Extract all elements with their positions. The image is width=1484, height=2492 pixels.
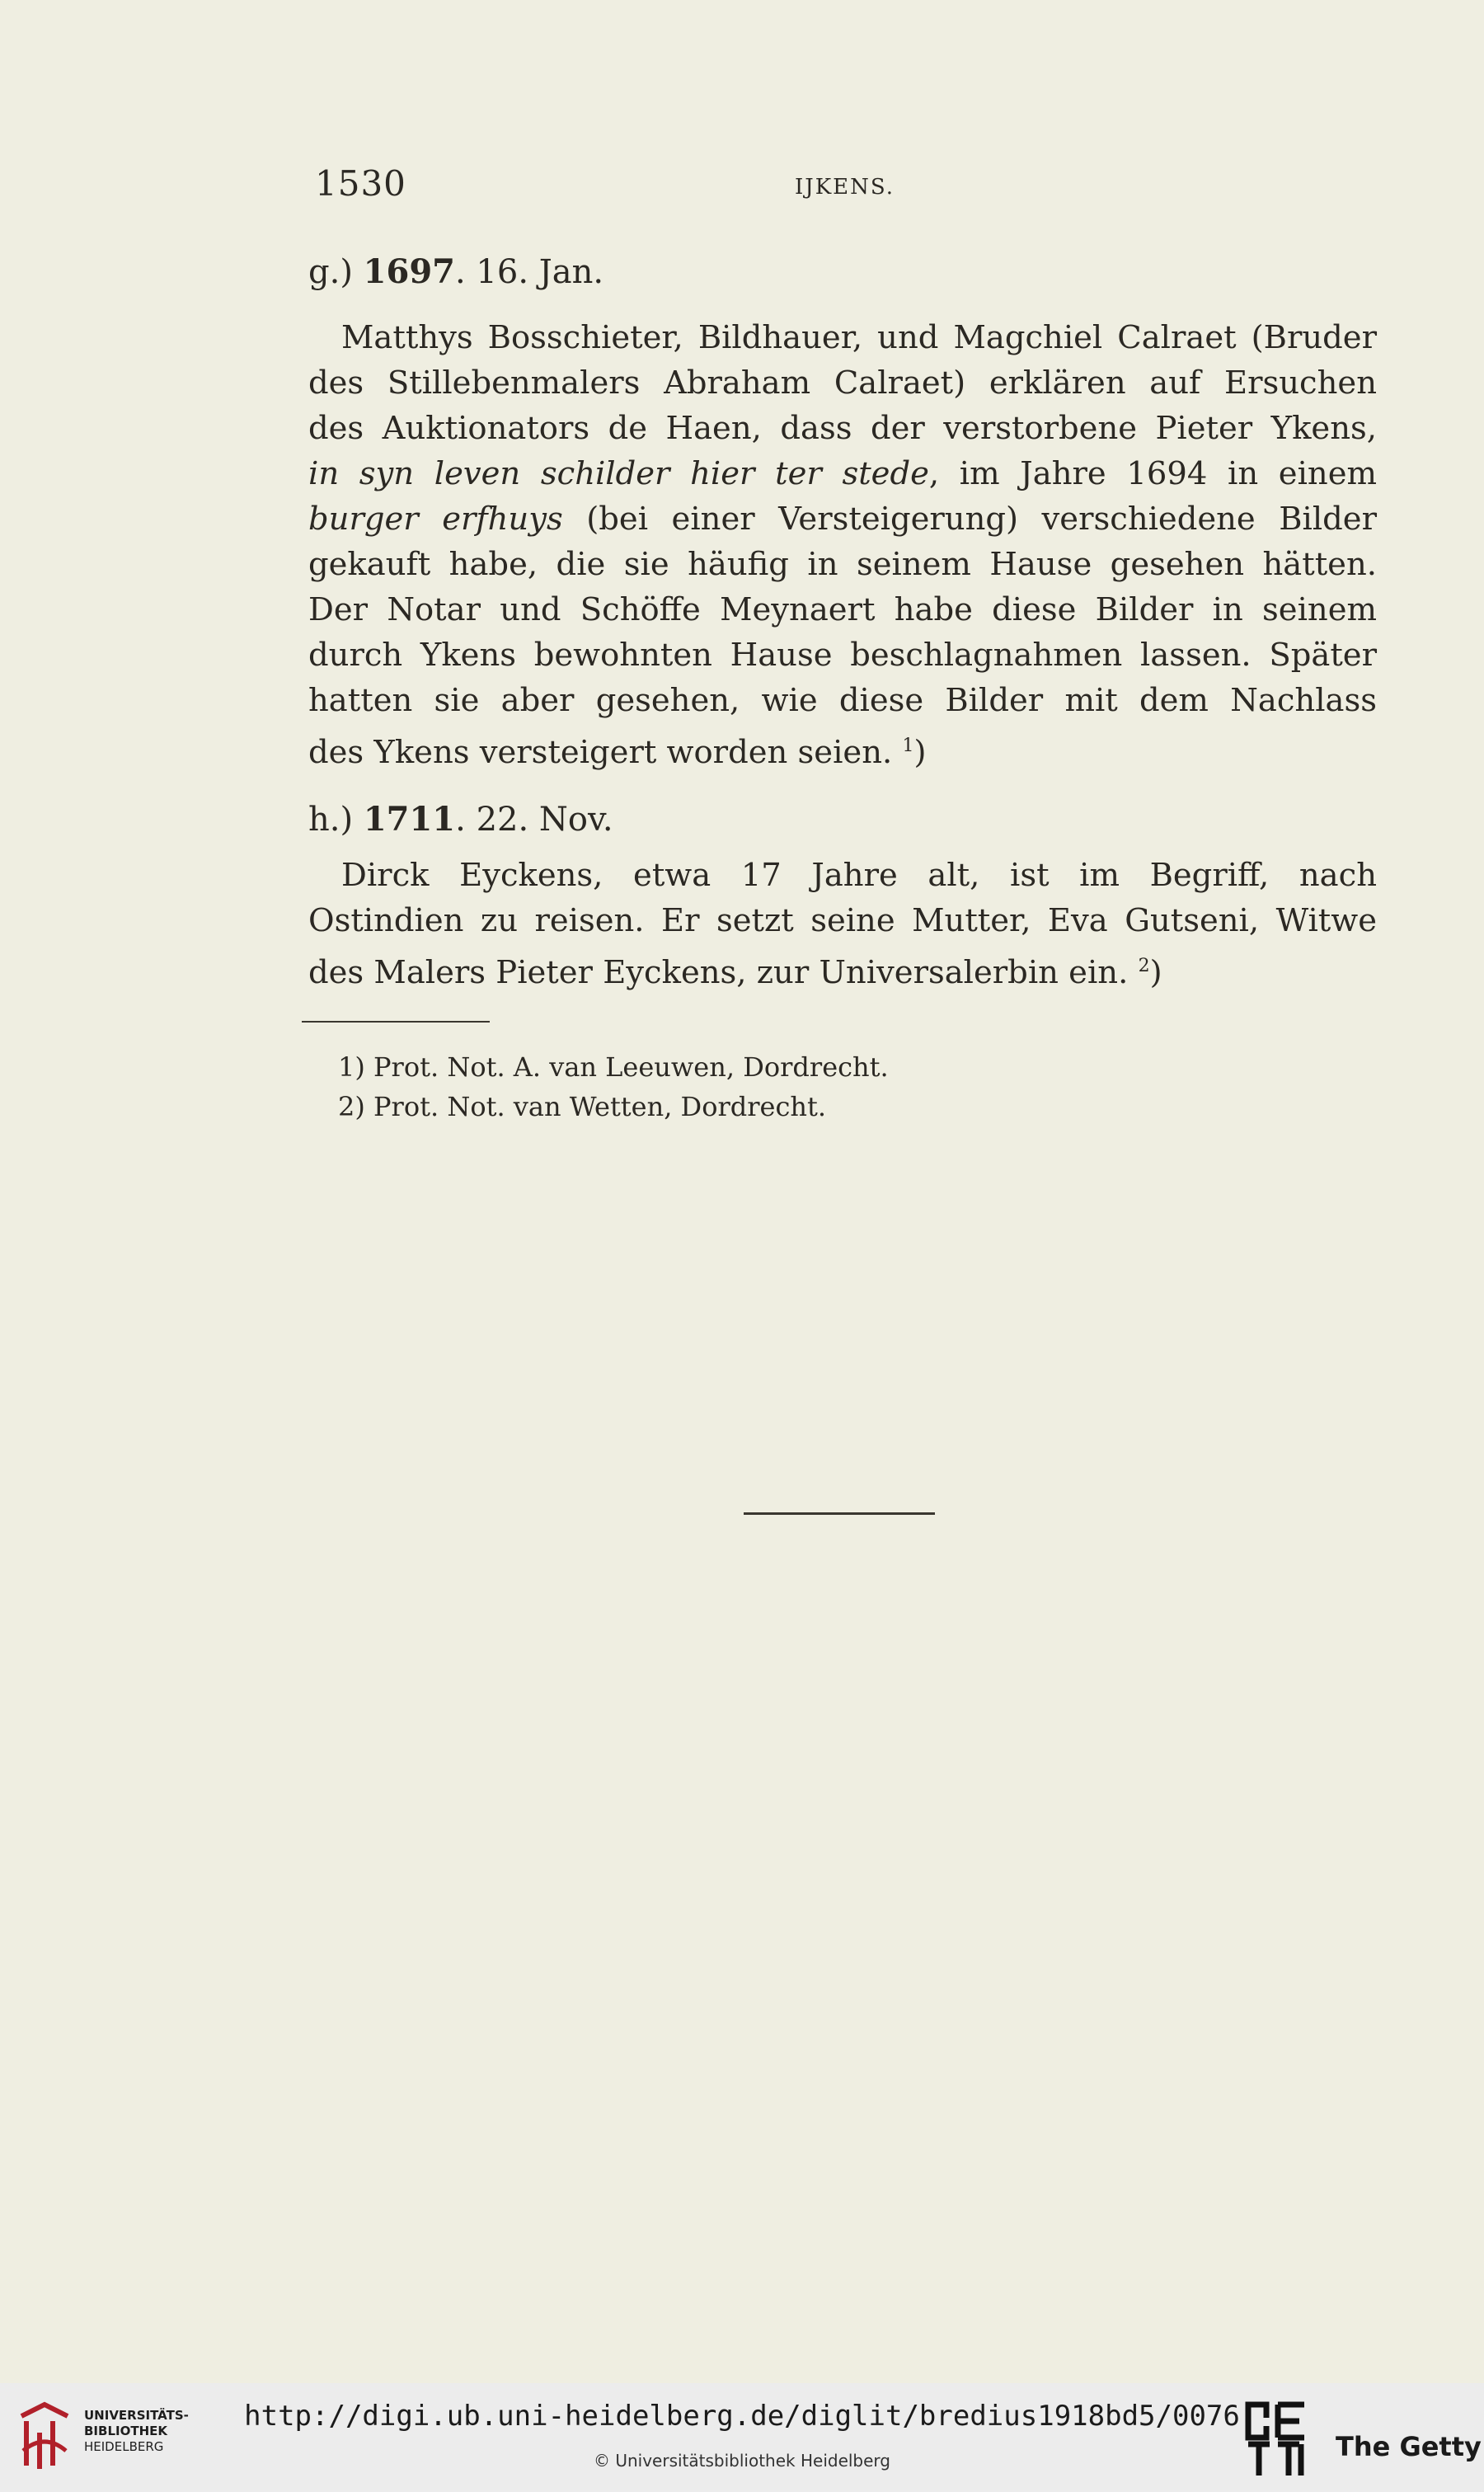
page-number: 1530 xyxy=(315,163,406,204)
end-rule xyxy=(744,1512,935,1515)
text-line xyxy=(308,723,1377,775)
text-fragment: (bei einer Versteigerung) verschiedene Bilder xyxy=(562,501,1377,538)
getty-name: The Getty xyxy=(1336,2431,1482,2462)
library-name-line: UNIVERSITÄTS- xyxy=(84,2408,189,2423)
footnote-ref-2[interactable]: 2 xyxy=(1138,956,1150,976)
entry-g-heading xyxy=(308,252,603,291)
text-line: gekauft habe, die sie häufig in seinem Hause gesehen hätten. xyxy=(308,546,1377,583)
text-line xyxy=(308,451,1377,496)
entry-h-year: 1711 xyxy=(363,800,456,839)
text-fragment: , im Jahre 1694 in einem xyxy=(928,455,1377,492)
footnotes xyxy=(338,1047,889,1126)
footnote-2: 2) Prot. Not. van Wetten, Dordrecht. xyxy=(338,1091,827,1122)
getty-logo-icon[interactable] xyxy=(1245,2401,1313,2480)
text-line: des Stillebenmalers Abraham Calraet) erklären auf Ersuchen xyxy=(308,364,1377,402)
text-line: Matthys Bosschieter, Bildhauer, und Magchiel Calraet (Bruder xyxy=(341,319,1377,356)
library-name-line: BIBLIOTHEK xyxy=(84,2424,167,2438)
text-fragment: ) xyxy=(1149,954,1162,991)
footnote-ref-1[interactable]: 1 xyxy=(902,736,914,756)
entry-g-text xyxy=(308,315,1377,775)
italic-phrase: burger erfhuys xyxy=(308,501,563,538)
page-header xyxy=(308,163,1380,213)
entry-h-label: h.) xyxy=(308,801,354,839)
text-line xyxy=(308,943,1377,995)
text-line: Dirck Eyckens, etwa 17 Jahre alt, ist im Begriff, nach xyxy=(341,857,1377,894)
entry-h-date: . 22. Nov. xyxy=(455,801,613,839)
text-line: Der Notar und Schöffe Meynaert habe diese Bilder in seinem xyxy=(308,591,1377,628)
entry-h-text xyxy=(308,853,1377,995)
entry-g-year: 1697 xyxy=(363,252,455,291)
text-line: Ostindien zu reisen. Er setzt seine Mutter, Eva Gutseni, Witwe xyxy=(308,902,1377,939)
text-fragment: des Ykens versteigert worden seien. xyxy=(308,734,893,771)
permalink-url[interactable]: http://digi.ub.uni-heidelberg.de/diglit/bredius1918bd5/0076 xyxy=(244,2400,1240,2433)
footnote-divider xyxy=(302,1021,490,1023)
entry-g-date: . 16. Jan. xyxy=(454,253,604,291)
viewer-footer xyxy=(0,2383,1484,2492)
italic-phrase: in syn leven schilder hier ter stede xyxy=(308,455,929,492)
text-fragment: ) xyxy=(913,734,927,771)
text-line: hatten sie aber gesehen, wie diese Bilder mit dem Nachlass xyxy=(308,682,1377,719)
text-line xyxy=(308,496,1377,542)
entry-g-label: g.) xyxy=(308,253,353,291)
text-fragment: des Malers Pieter Eyckens, zur Universalerbin ein. xyxy=(308,954,1129,991)
copyright-notice: © Universitätsbibliothek Heidelberg xyxy=(593,2451,890,2471)
footnote-1: 1) Prot. Not. A. van Leeuwen, Dordrecht. xyxy=(338,1051,889,1083)
text-line: des Auktionators de Haen, dass der verstorbene Pieter Ykens, xyxy=(308,410,1377,447)
entry-h-heading xyxy=(308,800,613,839)
text-line: durch Ykens bewohnten Hause beschlagnahmen lassen. Später xyxy=(308,637,1377,674)
library-name-line: HEIDELBERG xyxy=(84,2439,164,2454)
running-head: IJKENS. xyxy=(795,175,895,200)
